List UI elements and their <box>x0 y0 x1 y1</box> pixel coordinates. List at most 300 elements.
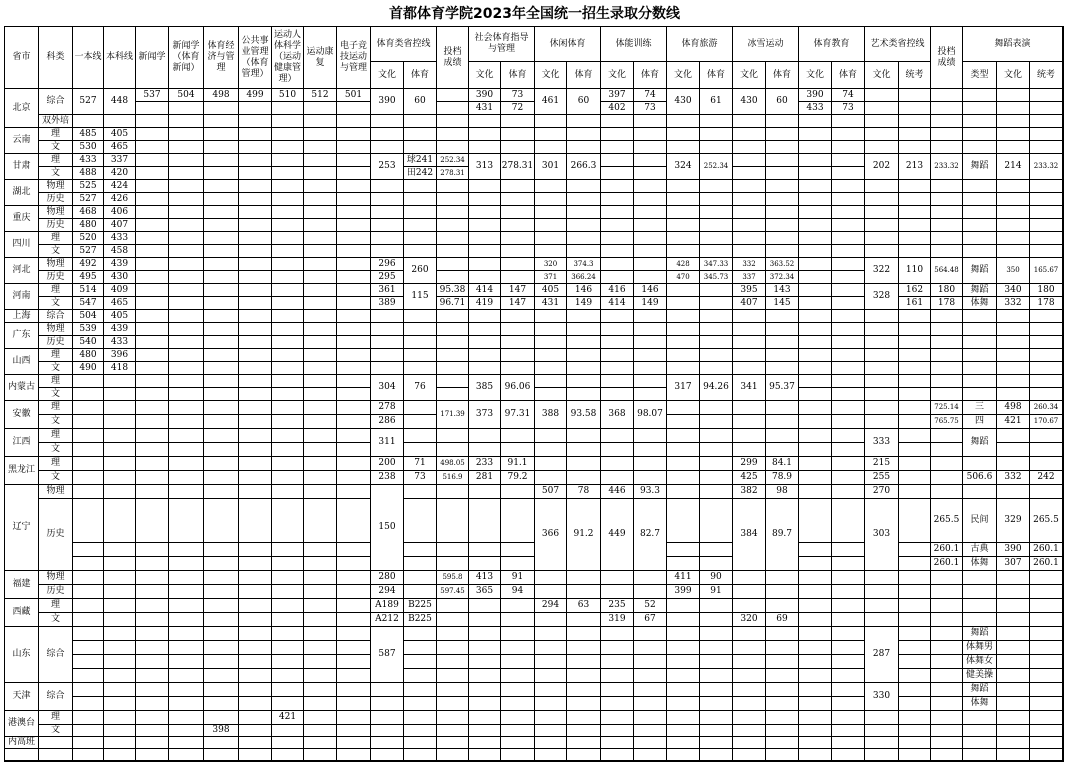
table-empty-cell <box>73 725 104 737</box>
table-header-cell: 体育类省控线 <box>371 27 437 62</box>
table-empty-cell <box>1030 571 1063 585</box>
table-empty-cell <box>272 499 304 543</box>
table-empty-cell <box>337 471 371 485</box>
table-cell: 文 <box>39 725 73 737</box>
table-empty-cell <box>136 245 169 258</box>
table-empty-cell <box>766 193 799 206</box>
table-empty-cell <box>601 655 634 669</box>
table-cell: A212 <box>371 613 404 627</box>
table-cell: 458 <box>104 245 136 258</box>
table-header-cell: 运动康 复 <box>304 27 337 89</box>
table-cell: 历史 <box>39 499 73 571</box>
table-empty-cell <box>337 641 371 655</box>
table-cell: 402 <box>601 102 634 115</box>
table-empty-cell <box>337 457 371 471</box>
table-empty-cell <box>567 697 601 711</box>
table-cell: B225 <box>404 599 437 613</box>
table-empty-cell <box>104 557 136 571</box>
table-empty-cell <box>766 206 799 219</box>
table-empty-cell <box>1030 180 1063 193</box>
table-cell: 301 <box>535 154 567 180</box>
table-empty-cell <box>899 349 931 362</box>
table-empty-cell <box>337 284 371 297</box>
table-cell: 115 <box>404 284 437 310</box>
table-empty-cell <box>799 499 832 543</box>
table-cell: 96.71 <box>437 297 469 310</box>
table-empty-cell <box>337 571 371 585</box>
table-empty-cell <box>899 571 931 585</box>
table-empty-cell <box>239 375 272 388</box>
table-cell: 461 <box>535 89 567 115</box>
table-cell: 260.1 <box>931 557 963 571</box>
table-empty-cell <box>963 457 997 471</box>
table-empty-cell <box>169 245 204 258</box>
table-cell: 296 <box>371 258 404 271</box>
table-empty-cell <box>337 585 371 599</box>
table-empty-cell <box>337 697 371 711</box>
table-empty-cell <box>73 669 104 683</box>
table-empty-cell <box>272 258 304 271</box>
table-empty-cell <box>667 641 700 655</box>
table-empty-cell <box>501 336 535 349</box>
table-empty-cell <box>404 485 437 499</box>
table-empty-cell <box>799 655 832 669</box>
table-empty-cell <box>501 669 535 683</box>
table-cell: 414 <box>601 297 634 310</box>
table-empty-cell <box>337 711 371 725</box>
table-empty-cell <box>733 115 766 128</box>
table-empty-cell <box>997 669 1030 683</box>
table-empty-cell <box>272 471 304 485</box>
province-cell: 辽宁 <box>5 485 39 571</box>
table-empty-cell <box>304 471 337 485</box>
table-empty-cell <box>437 429 469 443</box>
table-empty-cell <box>169 711 204 725</box>
table-cell: 490 <box>73 362 104 375</box>
table-empty-cell <box>667 141 700 154</box>
table-empty-cell <box>337 725 371 737</box>
table-empty-cell <box>469 271 501 284</box>
table-cell: 理 <box>39 284 73 297</box>
table-empty-cell <box>601 697 634 711</box>
table-empty-cell <box>136 585 169 599</box>
table-cell: 373 <box>469 401 501 429</box>
table-empty-cell <box>733 167 766 180</box>
table-empty-cell <box>239 115 272 128</box>
table-empty-cell <box>700 697 733 711</box>
table-empty-cell <box>700 193 733 206</box>
table-empty-cell <box>272 219 304 232</box>
table-empty-cell <box>667 429 700 443</box>
table-empty-cell <box>700 180 733 193</box>
table-cell: 舞蹈 <box>963 429 997 457</box>
table-empty-cell <box>865 115 899 128</box>
province-cell: 山西 <box>5 349 39 375</box>
table-empty-cell <box>437 655 469 669</box>
table-empty-cell <box>766 167 799 180</box>
table-empty-cell <box>963 349 997 362</box>
table-empty-cell <box>700 415 733 429</box>
table-empty-cell <box>136 310 169 323</box>
table-empty-cell <box>272 613 304 627</box>
table-empty-cell <box>535 323 567 336</box>
table-empty-cell <box>337 557 371 571</box>
table-empty-cell <box>799 336 832 349</box>
table-empty-cell <box>634 310 667 323</box>
table-empty-cell <box>169 349 204 362</box>
table-empty-cell <box>963 180 997 193</box>
table-empty-cell <box>136 232 169 245</box>
table-empty-cell <box>437 232 469 245</box>
table-empty-cell <box>567 310 601 323</box>
table-empty-cell <box>733 749 766 761</box>
table-empty-cell <box>601 627 634 641</box>
table-header-cell: 休闲体育 <box>535 27 601 62</box>
table-empty-cell <box>136 154 169 167</box>
table-empty-cell <box>567 336 601 349</box>
table-cell: 332 <box>997 297 1030 310</box>
table-empty-cell <box>700 310 733 323</box>
table-empty-cell <box>799 669 832 683</box>
table-empty-cell <box>304 362 337 375</box>
table-empty-cell <box>535 349 567 362</box>
table-empty-cell <box>667 697 700 711</box>
table-empty-cell <box>501 683 535 697</box>
table-cell: 390 <box>997 543 1030 557</box>
table-empty-cell <box>404 232 437 245</box>
table-empty-cell <box>601 683 634 697</box>
table-empty-cell <box>73 375 104 388</box>
table-empty-cell <box>700 128 733 141</box>
table-cell: 91 <box>700 585 733 599</box>
table-empty-cell <box>501 232 535 245</box>
table-empty-cell <box>634 154 667 167</box>
table-empty-cell <box>931 375 963 388</box>
table-empty-cell <box>535 571 567 585</box>
table-empty-cell <box>865 613 899 627</box>
table-empty-cell <box>304 429 337 443</box>
table-empty-cell <box>104 457 136 471</box>
table-cell: 146 <box>567 284 601 297</box>
table-empty-cell <box>136 737 169 749</box>
table-empty-cell <box>404 697 437 711</box>
table-empty-cell <box>899 585 931 599</box>
table-empty-cell <box>634 245 667 258</box>
table-empty-cell <box>865 725 899 737</box>
table-empty-cell <box>634 585 667 599</box>
table-empty-cell <box>404 180 437 193</box>
table-cell: 214 <box>997 154 1030 180</box>
table-cell: 民间 <box>963 499 997 543</box>
table-cell: 424 <box>104 180 136 193</box>
table-empty-cell <box>169 429 204 443</box>
table-empty-cell <box>963 599 997 613</box>
table-empty-cell <box>766 627 799 641</box>
table-empty-cell <box>733 401 766 415</box>
table-empty-cell <box>899 415 931 429</box>
table-empty-cell <box>766 128 799 141</box>
table-cell: 球241 <box>404 154 437 167</box>
table-cell: 420 <box>104 167 136 180</box>
table-empty-cell <box>899 543 931 557</box>
table-empty-cell <box>667 457 700 471</box>
table-cell: 488 <box>73 167 104 180</box>
table-empty-cell <box>667 362 700 375</box>
table-empty-cell <box>371 725 404 737</box>
table-cell: 433 <box>799 102 832 115</box>
table-empty-cell <box>832 415 865 429</box>
table-empty-cell <box>469 193 501 206</box>
table-empty-cell <box>272 336 304 349</box>
table-header-cell: 科类 <box>39 27 73 89</box>
table-empty-cell <box>501 258 535 271</box>
table-empty-cell <box>1030 749 1063 761</box>
table-empty-cell <box>104 599 136 613</box>
table-empty-cell <box>832 401 865 415</box>
table-cell: 433 <box>73 154 104 167</box>
table-empty-cell <box>136 349 169 362</box>
table-header-cell: 文化 <box>371 62 404 89</box>
table-empty-cell <box>535 336 567 349</box>
table-empty-cell <box>437 258 469 271</box>
table-empty-cell <box>766 697 799 711</box>
table-empty-cell <box>799 232 832 245</box>
table-cell: 597.45 <box>437 585 469 599</box>
table-empty-cell <box>700 725 733 737</box>
table-empty-cell <box>272 415 304 429</box>
table-header-cell: 文化 <box>799 62 832 89</box>
table-cell: 理 <box>39 457 73 471</box>
table-empty-cell <box>204 115 239 128</box>
table-empty-cell <box>1030 89 1063 102</box>
table-empty-cell <box>239 349 272 362</box>
table-empty-cell <box>931 655 963 669</box>
table-empty-cell <box>469 323 501 336</box>
table-empty-cell <box>799 401 832 415</box>
table-empty-cell <box>169 641 204 655</box>
table-empty-cell <box>634 323 667 336</box>
table-cell: 286 <box>371 415 404 429</box>
table-header-cell: 投档 成绩 <box>931 27 963 89</box>
table-empty-cell <box>204 128 239 141</box>
table-empty-cell <box>204 429 239 443</box>
table-empty-cell <box>601 310 634 323</box>
table-empty-cell <box>700 599 733 613</box>
table-empty-cell <box>501 193 535 206</box>
table-empty-cell <box>601 571 634 585</box>
table-header-cell: 文化 <box>865 62 899 89</box>
province-cell: 港澳台 <box>5 711 39 737</box>
table-empty-cell <box>104 543 136 557</box>
table-empty-cell <box>104 669 136 683</box>
table-empty-cell <box>437 543 469 557</box>
table-cell: 146 <box>634 284 667 297</box>
table-empty-cell <box>469 336 501 349</box>
table-empty-cell <box>469 485 501 499</box>
table-empty-cell <box>931 485 963 499</box>
table-empty-cell <box>865 585 899 599</box>
table-cell: 78 <box>567 485 601 499</box>
table-empty-cell <box>601 388 634 401</box>
table-empty-cell <box>601 167 634 180</box>
table-empty-cell <box>997 115 1030 128</box>
table-empty-cell <box>73 388 104 401</box>
table-empty-cell <box>700 219 733 232</box>
table-cell: 60 <box>766 89 799 115</box>
table-empty-cell <box>39 749 73 761</box>
table-empty-cell <box>272 271 304 284</box>
table-cell: 406 <box>104 206 136 219</box>
table-empty-cell <box>136 401 169 415</box>
table-empty-cell <box>733 697 766 711</box>
table-empty-cell <box>997 310 1030 323</box>
table-empty-cell <box>501 141 535 154</box>
table-empty-cell <box>799 128 832 141</box>
table-empty-cell <box>799 683 832 697</box>
table-empty-cell <box>337 349 371 362</box>
table-empty-cell <box>931 443 963 457</box>
table-empty-cell <box>667 128 700 141</box>
table-empty-cell <box>766 683 799 697</box>
table-cell: 180 <box>1030 284 1063 297</box>
table-empty-cell <box>667 336 700 349</box>
table-header-cell: 体育旅游 <box>667 27 733 62</box>
table-empty-cell <box>535 245 567 258</box>
table-empty-cell <box>104 471 136 485</box>
table-cell: 94 <box>501 585 535 599</box>
table-empty-cell <box>634 115 667 128</box>
table-cell: 73 <box>634 102 667 115</box>
table-empty-cell <box>766 669 799 683</box>
table-empty-cell <box>73 749 104 761</box>
table-empty-cell <box>733 310 766 323</box>
table-empty-cell <box>204 232 239 245</box>
province-cell: 西藏 <box>5 599 39 627</box>
table-empty-cell <box>272 154 304 167</box>
table-empty-cell <box>733 232 766 245</box>
table-empty-cell <box>766 180 799 193</box>
table-cell: 448 <box>104 89 136 115</box>
table-empty-cell <box>272 457 304 471</box>
table-cell: 舞蹈 <box>963 258 997 284</box>
table-empty-cell <box>700 443 733 457</box>
table-empty-cell <box>733 669 766 683</box>
table-empty-cell <box>272 167 304 180</box>
table-cell: 145 <box>766 297 799 310</box>
table-empty-cell <box>239 543 272 557</box>
table-empty-cell <box>733 443 766 457</box>
table-empty-cell <box>601 180 634 193</box>
table-empty-cell <box>1030 245 1063 258</box>
table-cell: 322 <box>865 258 899 284</box>
table-cell: 507 <box>535 485 567 499</box>
table-empty-cell <box>404 737 437 749</box>
table-empty-cell <box>567 711 601 725</box>
table-empty-cell <box>766 585 799 599</box>
table-empty-cell <box>169 543 204 557</box>
table-cell: 270 <box>865 485 899 499</box>
table-header-cell: 运动人 体科学 （运动 健康管 理） <box>272 27 304 89</box>
table-empty-cell <box>304 245 337 258</box>
table-empty-cell <box>73 401 104 415</box>
table-empty-cell <box>304 457 337 471</box>
table-cell: 366.24 <box>567 271 601 284</box>
table-empty-cell <box>169 206 204 219</box>
table-empty-cell <box>634 641 667 655</box>
table-cell: 90 <box>700 571 733 585</box>
table-cell: 82.7 <box>634 499 667 571</box>
table-empty-cell <box>204 457 239 471</box>
table-empty-cell <box>700 471 733 485</box>
table-empty-cell <box>799 627 832 641</box>
table-empty-cell <box>766 362 799 375</box>
table-empty-cell <box>204 737 239 749</box>
table-cell: 390 <box>371 89 404 115</box>
table-empty-cell <box>963 749 997 761</box>
table-empty-cell <box>239 557 272 571</box>
table-empty-cell <box>136 297 169 310</box>
table-empty-cell <box>567 585 601 599</box>
province-cell: 天津 <box>5 683 39 711</box>
table-empty-cell <box>337 485 371 499</box>
table-cell: 374.3 <box>567 258 601 271</box>
table-empty-cell <box>799 443 832 457</box>
table-empty-cell <box>700 457 733 471</box>
table-empty-cell <box>832 457 865 471</box>
table-empty-cell <box>832 627 865 641</box>
table-empty-cell <box>73 613 104 627</box>
table-cell: 587 <box>371 627 404 683</box>
table-empty-cell <box>535 697 567 711</box>
table-empty-cell <box>304 141 337 154</box>
table-cell: 综合 <box>39 89 73 115</box>
table-empty-cell <box>601 749 634 761</box>
table-empty-cell <box>799 485 832 499</box>
table-empty-cell <box>733 206 766 219</box>
table-cell: 419 <box>469 297 501 310</box>
table-empty-cell <box>832 641 865 655</box>
table-cell: 340 <box>997 284 1030 297</box>
table-empty-cell <box>501 599 535 613</box>
table-empty-cell <box>832 471 865 485</box>
table-empty-cell <box>931 232 963 245</box>
table-empty-cell <box>304 543 337 557</box>
table-empty-cell <box>799 193 832 206</box>
table-empty-cell <box>997 336 1030 349</box>
table-empty-cell <box>997 193 1030 206</box>
table-empty-cell <box>136 641 169 655</box>
table-empty-cell <box>931 471 963 485</box>
table-empty-cell <box>601 245 634 258</box>
table-empty-cell <box>601 443 634 457</box>
table-empty-cell <box>337 388 371 401</box>
table-cell: 200 <box>371 457 404 471</box>
table-empty-cell <box>136 457 169 471</box>
table-empty-cell <box>136 669 169 683</box>
table-cell: 520 <box>73 232 104 245</box>
table-empty-cell <box>567 219 601 232</box>
table-empty-cell <box>535 711 567 725</box>
table-cell: 304 <box>371 375 404 401</box>
table-cell: 527 <box>73 193 104 206</box>
table-empty-cell <box>239 297 272 310</box>
table-cell: 89.7 <box>766 499 799 571</box>
table-cell: 320 <box>535 258 567 271</box>
table-cell: 341 <box>733 375 766 401</box>
table-empty-cell <box>104 585 136 599</box>
table-empty-cell <box>272 388 304 401</box>
table-empty-cell <box>136 362 169 375</box>
